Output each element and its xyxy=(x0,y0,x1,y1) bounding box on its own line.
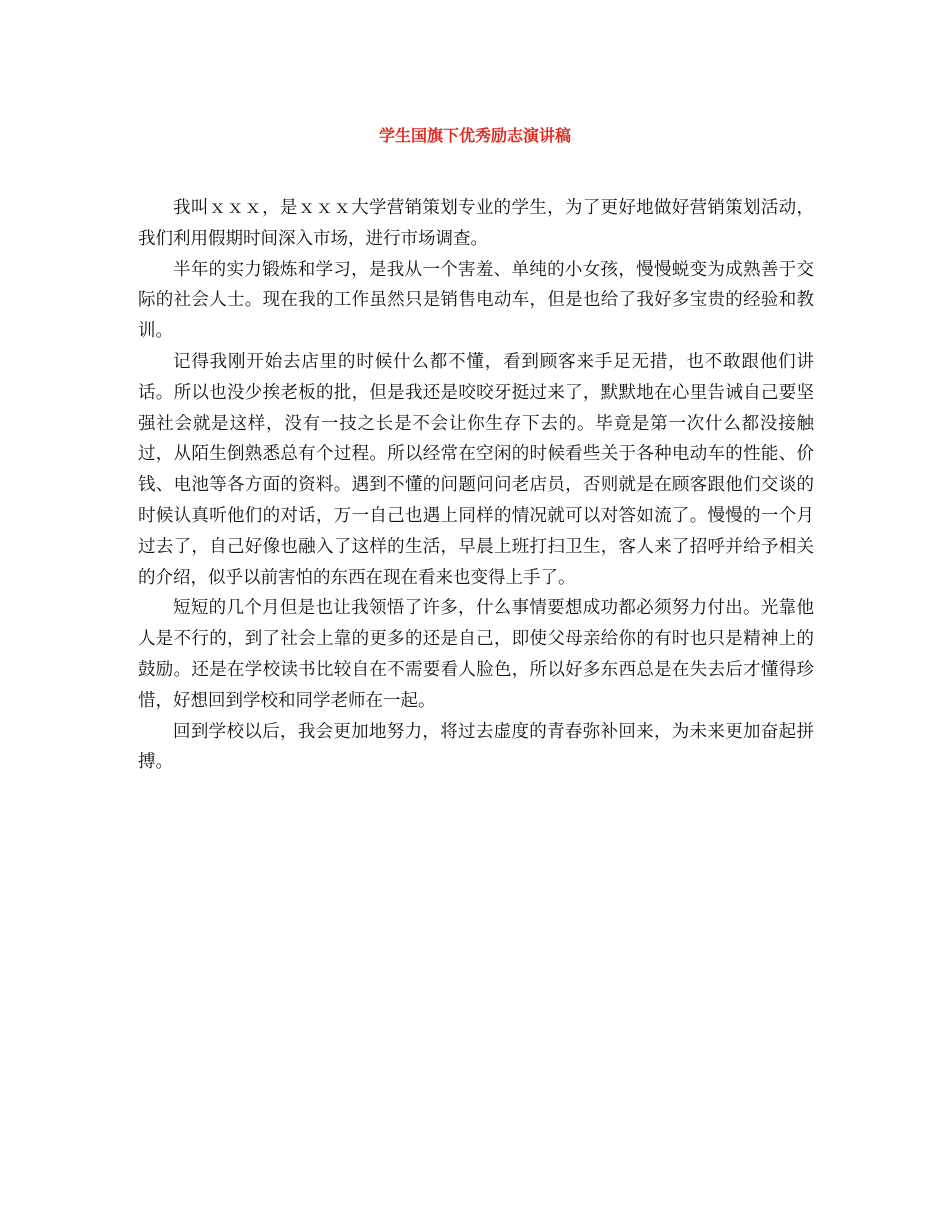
document-body xyxy=(138,193,814,778)
paragraph-4: 短短的几个月但是也让我领悟了许多，什么事情要想成功都必须努力付出。光靠他人是不行的，到了社会上靠的更多的还是自己，即使父母亲给你的有时也只是精神上的鼓励。还是在学校读书比较自在不需要看人脸色，所以好多东西总是在失去后才懂得珍惜，好想回到学校和同学老师在一起。 xyxy=(138,598,814,711)
paragraph-1: 我叫ｘｘｘ，是ｘｘｘ大学营销策划专业的学生，为了更好地做好营销策划活动，我们利用假期时间深入市场，进行市场调查。 xyxy=(138,198,814,249)
paragraph-2: 半年的实力锻炼和学习，是我从一个害羞、单纯的小女孩，慢慢蜕变为成熟善于交际的社会人士。现在我的工作虽然只是销售电动车，但是也给了我好多宝贵的经验和教训。 xyxy=(138,259,814,342)
paragraph-5: 回到学校以后，我会更加地努力，将过去虚度的青春弥补回来，为未来更加奋起拼搏。 xyxy=(138,721,814,773)
paragraph-3: 记得我刚开始去店里的时候什么都不懂，看到顾客来手足无措，也不敢跟他们讲话。所以也没少挨老板的批，但是我还是咬咬牙挺过来了，默默地在心里告诫自己要坚强社会就是这样，没有一技之长是不会让你生存下去的。毕竟是第一次什么都没接触过，从陌生倒熟悉总有个过程。所以经常在空闲的时候看些关于各种电动车的性能、价钱、电池等各方面的资料。遇到不懂的问题问问老店员，否则就是在顾客跟他们交谈的时候认真听他们的对话，万一自己也遇上同样的情况就可以对答如流了。慢慢的一个月过去了，自己好像也融入了这样的生活，早晨上班打扫卫生，客人来了招呼并给予相关的介绍，似乎以前害怕的东西在现在看来也变得上手了。 xyxy=(138,351,814,588)
document-title: 学生国旗下优秀励志演讲稿 xyxy=(378,126,571,145)
